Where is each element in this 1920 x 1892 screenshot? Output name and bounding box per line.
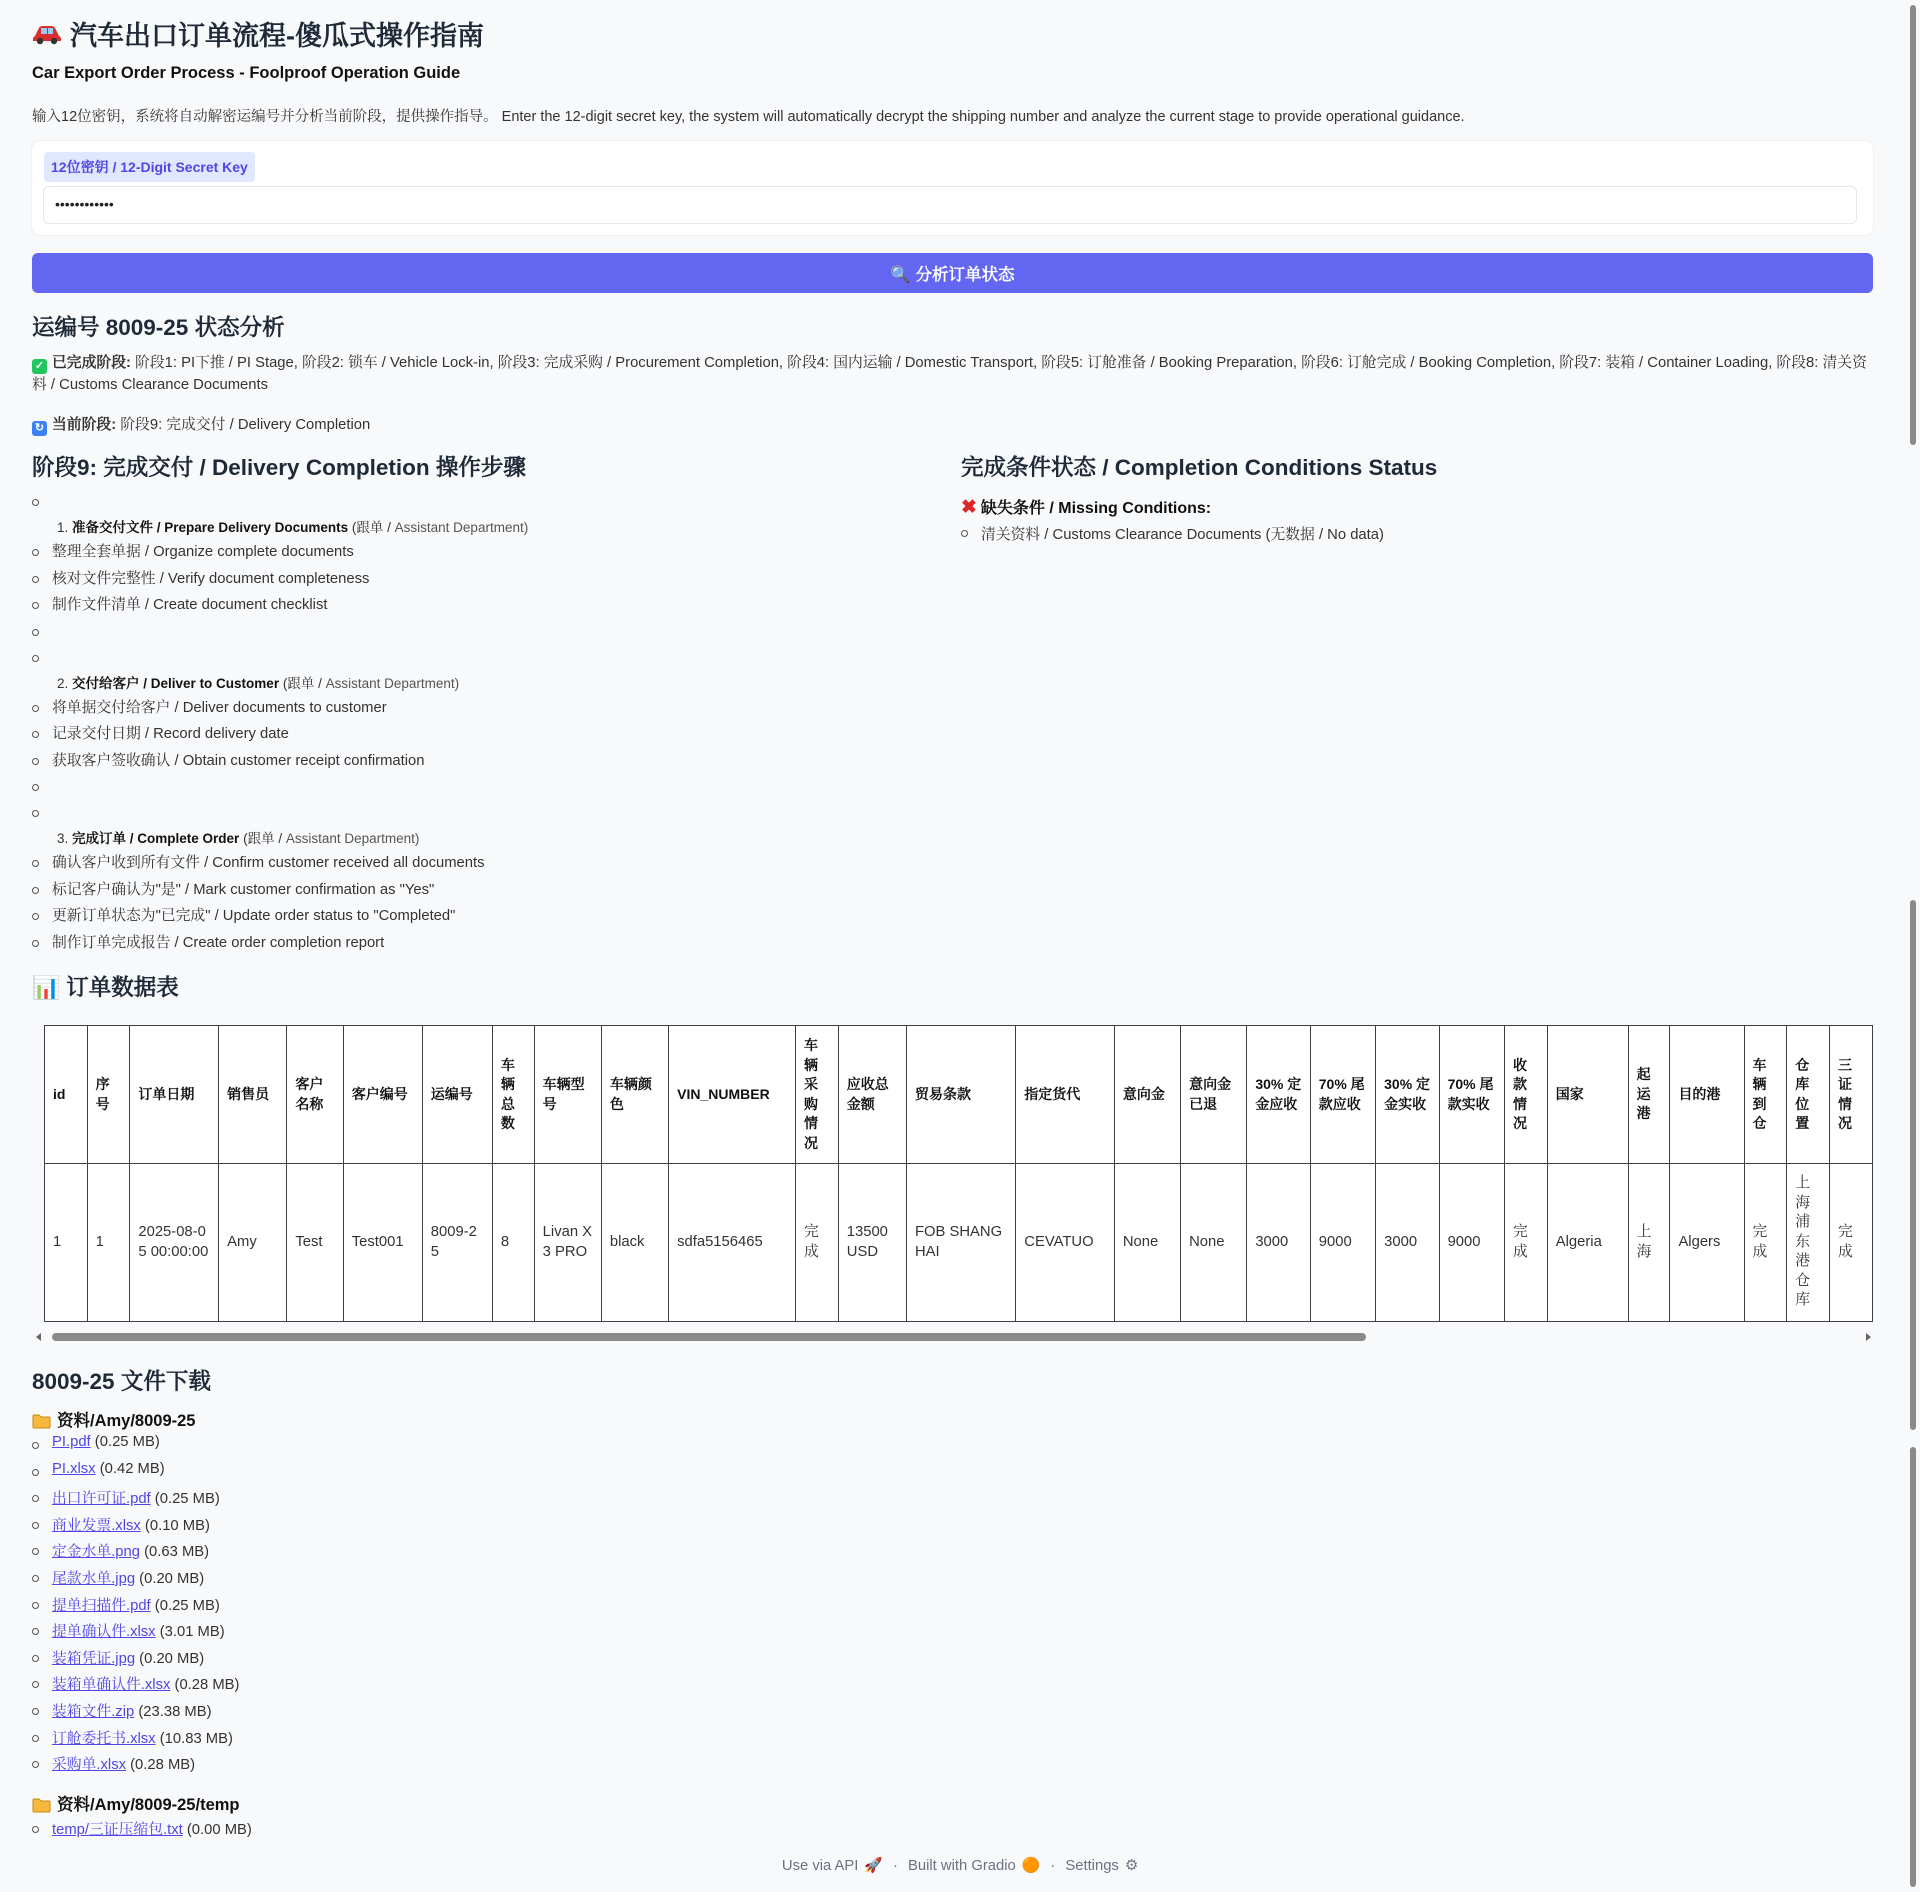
table-header-cell[interactable]: 30% 定金应收 xyxy=(1247,1026,1310,1164)
checkmark-icon: ✓ xyxy=(32,359,47,374)
table-header-cell[interactable]: 车辆型号 xyxy=(534,1026,601,1164)
folder-heading: 资料/Amy/8009-25 xyxy=(32,1407,196,1431)
secret-key-panel xyxy=(32,141,1873,235)
table-header-cell[interactable]: 客户名称 xyxy=(287,1026,343,1164)
table-cell: black xyxy=(601,1164,668,1322)
conditions-title: 完成条件状态 / Completion Conditions Status xyxy=(961,455,1438,480)
table-cell: Test xyxy=(287,1164,343,1322)
missing-conditions-heading: ✖ 缺失条件 / Missing Conditions: xyxy=(961,497,1212,518)
list-item: 更新订单状态为"已完成" / Update order status to "Completed" xyxy=(32,904,932,931)
table-cell: 完成 xyxy=(1744,1164,1787,1322)
order-table-title: 📊 订单数据表 xyxy=(32,975,179,1000)
file-download-link[interactable]: 装箱凭证.jpg xyxy=(52,1650,136,1667)
files-title: 8009-25 文件下载 xyxy=(32,1369,211,1394)
file-size: (0.25 MB) xyxy=(94,1434,160,1450)
steps-title: 阶段9: 完成交付 / Delivery Completion 操作步骤 xyxy=(32,455,526,480)
table-header-cell[interactable]: 国家 xyxy=(1547,1026,1628,1164)
list-item: 获取客户签收确认 / Obtain customer receipt confirmation xyxy=(32,749,932,776)
table-cell: 9000 xyxy=(1439,1164,1504,1322)
list-item: 记录交付日期 / Record delivery date xyxy=(32,722,932,749)
file-size: (10.83 MB) xyxy=(159,1730,233,1747)
table-cell: 2025-08-05 00:00:00 xyxy=(130,1164,219,1322)
file-size: (0.20 MB) xyxy=(139,1650,205,1667)
table-header-row xyxy=(45,1026,1873,1164)
page-title-text: 汽车出口订单流程-傻瓜式操作指南 xyxy=(70,21,484,51)
file-size: (0.10 MB) xyxy=(144,1517,210,1534)
table-cell: 完成 xyxy=(1504,1164,1547,1322)
step-heading-1: 1. 准备交付文件 / Prepare Delivery Documents (跟单 / Assistant Department) xyxy=(57,520,529,535)
file-list-item xyxy=(32,1673,239,1694)
table-cell: 1 xyxy=(45,1164,88,1322)
api-link[interactable]: Use via API xyxy=(781,1858,859,1874)
analyze-order-button[interactable] xyxy=(32,253,1873,293)
page-subtitle: Car Export Order Process - Foolproof Operation Guide xyxy=(32,64,461,82)
table-header-cell[interactable]: 指定货代 xyxy=(1016,1026,1115,1164)
table-cell: 3000 xyxy=(1376,1164,1439,1322)
file-size: (0.20 MB) xyxy=(139,1571,205,1587)
file-size: (0.28 MB) xyxy=(174,1677,240,1694)
file-download-link[interactable]: 定金水单.png xyxy=(52,1544,140,1561)
file-download-link[interactable]: 采购单.xlsx xyxy=(52,1757,126,1774)
list-item xyxy=(32,646,932,672)
file-list-item xyxy=(32,1540,209,1561)
list-item xyxy=(32,620,932,646)
file-download-link[interactable]: 订舱委托书.xlsx xyxy=(52,1730,156,1747)
scroll-right-icon[interactable] xyxy=(1866,1333,1871,1341)
folder-heading: 资料/Amy/8009-25/temp xyxy=(32,1791,240,1815)
file-list-item xyxy=(32,1434,160,1450)
current-stage xyxy=(32,414,370,436)
list-item: 核对文件完整性 / Verify document completeness xyxy=(32,567,932,594)
table-header-cell[interactable]: 销售员 xyxy=(219,1026,287,1164)
table-cell: sdfa5156465 xyxy=(669,1164,796,1322)
secret-key-input[interactable]: •••••••••••• xyxy=(43,186,1857,224)
rocket-icon: 🚀 xyxy=(864,1858,883,1874)
table-header-cell[interactable]: 贸易条款 xyxy=(906,1026,1015,1164)
table-cell: Algers xyxy=(1670,1164,1744,1322)
table-header-cell[interactable]: 车辆总数 xyxy=(492,1026,534,1164)
gradio-link[interactable]: Built with Gradio xyxy=(908,1858,1016,1874)
list-item xyxy=(32,801,932,827)
table-cell: None xyxy=(1114,1164,1180,1322)
table-header-cell[interactable]: 仓库位置 xyxy=(1787,1026,1830,1164)
table-cell: 上海 xyxy=(1628,1164,1670,1322)
table-cell: Livan X3 PRO xyxy=(534,1164,601,1322)
list-item: 制作订单完成报告 / Create order completion report xyxy=(32,931,932,958)
file-size: (0.63 MB) xyxy=(144,1544,210,1561)
file-list-item xyxy=(32,1461,165,1477)
table-cell: 完成 xyxy=(796,1164,839,1322)
scroll-left-icon[interactable] xyxy=(36,1333,41,1341)
table-cell: 1 xyxy=(87,1164,130,1322)
footer: Use via API 🚀 · Built with Gradio 🟠 · Settings ⚙ xyxy=(781,1858,1139,1874)
step-heading-2: 2. 交付给客户 / Deliver to Customer (跟单 / Assistant Department) xyxy=(57,675,460,691)
current-text: 阶段9: 完成交付 / Delivery Completion xyxy=(120,417,371,433)
list-item xyxy=(32,490,932,516)
table-header-cell[interactable]: 车辆到仓 xyxy=(1744,1026,1787,1164)
table-header-cell[interactable]: 三证情况 xyxy=(1830,1026,1873,1164)
file-list-item xyxy=(32,1727,233,1748)
table-cell: Algeria xyxy=(1547,1164,1628,1322)
completed-label: 已完成阶段: xyxy=(52,355,131,371)
file-size: (3.01 MB) xyxy=(159,1624,225,1641)
settings-link[interactable]: Settings xyxy=(1065,1858,1119,1874)
analyze-order-label: 🔍 分析订单状态 xyxy=(890,266,1015,284)
order-table xyxy=(44,1025,1873,1322)
file-size: (0.25 MB) xyxy=(154,1491,220,1508)
table-header-cell[interactable]: 收款情况 xyxy=(1504,1026,1547,1164)
table-cell: Amy xyxy=(219,1164,287,1322)
completed-text: 阶段1: PI下推 / PI Stage, 阶段2: 锁车 / Vehicle Lock-in, 阶段3: 完成采购 / Procurement Completion, 阶段4: 国内运输 / Domestic Transport, 阶段5: 订舱准备 / Booking Preparation, 阶段6: 订舱完成 / Booking Completion, 阶段7: 装箱 / Container Loading, 阶段8: 清关资料 / Customs Clearance Documents xyxy=(32,355,1867,393)
table-header-cell[interactable]: 车辆采购情况 xyxy=(796,1026,839,1164)
file-download-link[interactable]: 提单确认件.xlsx xyxy=(52,1624,156,1641)
file-download-link[interactable]: 提单扫描件.pdf xyxy=(52,1597,151,1614)
file-download-link[interactable]: 尾款水单.jpg xyxy=(52,1571,136,1587)
secret-key-label: 12位密钥 / 12-Digit Secret Key xyxy=(44,152,255,182)
file-size: (0.42 MB) xyxy=(99,1460,165,1477)
table-header-cell[interactable]: 目的港 xyxy=(1670,1026,1744,1164)
table-cell: 8009-25 xyxy=(422,1164,492,1322)
current-label: 当前阶段: xyxy=(52,417,117,433)
file-list-item xyxy=(32,1594,220,1615)
gear-icon: ⚙ xyxy=(1124,1858,1139,1874)
file-size: (23.38 MB) xyxy=(138,1704,212,1720)
scrollbar-thumb[interactable] xyxy=(1910,900,1916,1430)
table-cell: 8 xyxy=(492,1164,534,1322)
table-cell: None xyxy=(1181,1164,1247,1322)
file-list-item xyxy=(32,1567,204,1588)
table-header-cell[interactable]: 客户编号 xyxy=(343,1026,422,1164)
car-icon xyxy=(32,21,62,52)
table-cell: 上海浦东港仓库 xyxy=(1787,1164,1830,1322)
analysis-title: 运编号 8009-25 状态分析 xyxy=(32,315,285,340)
table-cell: FOB SHANGHAI xyxy=(906,1164,1015,1322)
list-item: 将单据交付给客户 / Deliver documents to customer xyxy=(32,696,932,723)
completed-stages xyxy=(32,352,1873,396)
steps-list xyxy=(32,490,932,957)
file-download-link[interactable]: 装箱文件.zip xyxy=(52,1704,135,1720)
table-header-cell[interactable]: 车辆颜色 xyxy=(601,1026,668,1164)
table-header-cell[interactable]: 意向金 xyxy=(1114,1026,1180,1164)
table-header-cell[interactable]: 应收总金额 xyxy=(838,1026,906,1164)
missing-condition-item: 清关资料 / Customs Clearance Documents (无数据 / No data) xyxy=(961,523,1384,544)
file-size: (0.25 MB) xyxy=(154,1597,220,1614)
file-list-item xyxy=(32,1487,220,1508)
scrollbar-thumb[interactable] xyxy=(1910,1447,1916,1887)
file-download-link[interactable]: 出口许可证.pdf xyxy=(52,1491,151,1508)
file-list-item xyxy=(32,1620,225,1641)
list-item: 制作文件清单 / Create document checklist xyxy=(32,593,932,620)
list-item: 标记客户确认为"是" / Mark customer confirmation as "Yes" xyxy=(32,878,932,905)
refresh-icon: ↻ xyxy=(32,421,47,436)
table-header-cell[interactable]: 起运港 xyxy=(1628,1026,1670,1164)
file-download-link[interactable]: 商业发票.xlsx xyxy=(52,1517,141,1534)
table-cell: 13500 USD xyxy=(838,1164,906,1322)
scrollbar-thumb[interactable] xyxy=(1910,5,1916,445)
file-list-item xyxy=(32,1753,195,1774)
table-cell: Test001 xyxy=(343,1164,422,1322)
file-download-link[interactable]: temp/三证压缩包.txt xyxy=(52,1822,183,1838)
table-header-cell[interactable]: 70% 尾款实收 xyxy=(1439,1026,1504,1164)
file-size: (0.00 MB) xyxy=(186,1822,252,1838)
step-heading-3: 3. 完成订单 / Complete Order (跟单 / Assistant Department) xyxy=(57,831,420,846)
table-header-cell[interactable]: 序号 xyxy=(87,1026,130,1164)
file-list-item xyxy=(32,1818,252,1839)
table-horizontal-scrollbar[interactable] xyxy=(32,1330,1873,1344)
file-download-link[interactable]: PI.xlsx xyxy=(52,1460,96,1477)
folder-icon xyxy=(32,1413,51,1429)
order-table-scroll[interactable] xyxy=(44,1025,1873,1322)
table-cell: 完成 xyxy=(1830,1164,1873,1322)
cross-icon: ✖ xyxy=(961,497,977,518)
table-header-cell[interactable]: id xyxy=(45,1026,88,1164)
table-header-cell[interactable]: 运编号 xyxy=(422,1026,492,1164)
table-header-cell[interactable]: 30% 定金实收 xyxy=(1376,1026,1439,1164)
table-header-cell[interactable]: 订单日期 xyxy=(130,1026,219,1164)
file-list-item xyxy=(32,1514,210,1535)
page-description: 输入12位密钥，系统将自动解密运编号并分析当前阶段，提供操作指导。 Enter the 12-digit secret key, the system will automatically decrypt the shipping number and analyze the current stage to provide operational guidance. xyxy=(32,109,1465,125)
list-item: 确认客户收到所有文件 / Confirm customer received all documents xyxy=(32,851,932,878)
table-cell: 3000 xyxy=(1247,1164,1310,1322)
file-size: (0.28 MB) xyxy=(130,1757,196,1774)
list-item xyxy=(32,775,932,801)
file-download-link[interactable]: 装箱单确认件.xlsx xyxy=(52,1677,171,1694)
file-download-link[interactable]: PI.pdf xyxy=(52,1434,91,1450)
list-item: 整理全套单据 / Organize complete documents xyxy=(32,540,932,567)
file-list-item xyxy=(32,1700,212,1721)
table-cell: 9000 xyxy=(1310,1164,1375,1322)
table-cell: CEVATUO xyxy=(1016,1164,1115,1322)
page-vertical-scrollbar[interactable] xyxy=(1906,0,1920,1892)
file-list-item xyxy=(32,1647,204,1668)
table-header-cell[interactable]: 意向金已退 xyxy=(1181,1026,1247,1164)
folder-icon xyxy=(32,1797,51,1813)
gradio-logo-icon: 🟠 xyxy=(1021,1858,1041,1874)
table-header-cell[interactable]: VIN_NUMBER xyxy=(669,1026,796,1164)
scrollbar-thumb[interactable] xyxy=(52,1333,1366,1341)
page-title xyxy=(32,14,484,53)
table-header-cell[interactable]: 70% 尾款应收 xyxy=(1310,1026,1375,1164)
table-row xyxy=(45,1164,1873,1322)
